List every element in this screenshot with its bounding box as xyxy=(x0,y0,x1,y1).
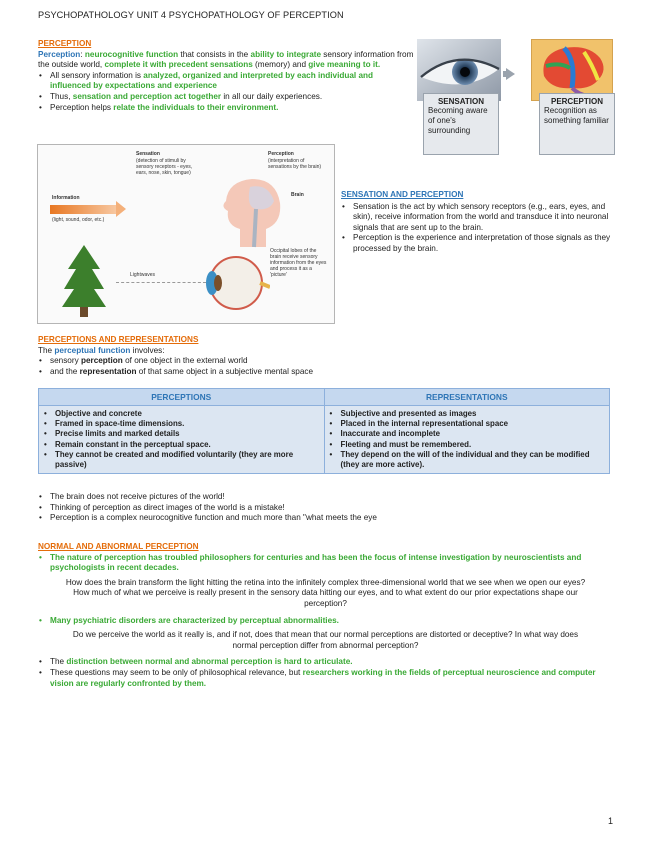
normal-abnormal-section xyxy=(38,542,613,689)
list-item: • The distinction between normal and abnormal perception is hard to articulate. xyxy=(38,657,613,668)
sensation-perception-heading: SENSATION AND PERCEPTION xyxy=(341,190,464,199)
perception-definition: Perception: neurocognitive function that consists in the ability to integrate sensory information from the outside world, complete it with precedent sensations (memory) and give meaning to it. xyxy=(38,49,414,70)
list-item: • Thus, sensation and perception act together in all our daily experiences. xyxy=(38,92,416,103)
sensation-perception-diagram xyxy=(37,144,335,324)
table-list-item: • Precise limits and marked details xyxy=(43,429,320,439)
sensation-title: SENSATION xyxy=(437,97,485,106)
eye-image xyxy=(417,39,501,101)
table-list-item: • They depend on the will of the individual and they can be modified (they are more active). xyxy=(329,450,606,470)
sensation-description: Becoming aware of one's surrounding xyxy=(428,106,488,135)
sensation-desc: (detection of stimuli by sensory receptors - eyes, ears, nose, skin, tongue) xyxy=(136,158,193,176)
question-1: How does the brain transform the light hitting the retina into the infinitely complex three-dimensional world that we see when we open our eyes? xyxy=(65,577,586,587)
perception-heading: PERCEPTION xyxy=(38,39,92,48)
sensation-perception-section xyxy=(341,190,623,255)
perceptions-representations-section xyxy=(38,335,618,377)
list-item: • Sensation is the act by which sensory receptors (e.g., ears, eyes, and skin), receive information from the world and transduce it into neuronal signals that are sent up to the brain. xyxy=(341,202,623,234)
brain-label: Brain xyxy=(291,192,304,198)
tree-illustration xyxy=(60,243,108,319)
list-item: • and the representation of that same object in a subjective mental space xyxy=(38,367,618,378)
table-list-item: • Inaccurate and incomplete xyxy=(329,429,606,439)
list-item: • The brain does not receive pictures of the world! xyxy=(38,492,618,503)
table-list-item: • Placed in the internal representational space xyxy=(329,419,606,429)
question-2: How much of what we perceive is really present in the sensory data hitting our eyes, and to what extent do our prior expectations shape our perception? xyxy=(73,588,578,608)
perception-box xyxy=(539,93,615,155)
list-item: • Perception helps relate the individuals to their environment. xyxy=(38,103,416,114)
representations-cell xyxy=(324,406,610,474)
perceptions-header: PERCEPTIONS xyxy=(39,389,325,406)
list-item: • The nature of perception has troubled philosophers for centuries and has been the focus of intense investigation by neuroscientists and psychologists in recent decades. xyxy=(38,553,613,574)
list-item: • Thinking of perception as direct images of the world is a mistake! xyxy=(38,503,618,514)
eye-brain-figure xyxy=(417,39,617,159)
eyeball-illustration xyxy=(198,253,270,313)
perception-desc: (interpretation of sensations by the brain) xyxy=(268,158,322,170)
sensation-box xyxy=(423,93,499,155)
perception-title: PERCEPTION xyxy=(550,97,603,106)
perception-bullets xyxy=(38,71,416,113)
information-sub: (light, sound, odor, etc.) xyxy=(52,217,105,223)
table-list-item: • They cannot be created and modified voluntarily (they are more passive) xyxy=(43,450,320,470)
brain-pictures-bullets xyxy=(38,492,618,524)
list-item: • sensory perception of one object in the external world xyxy=(38,356,618,367)
representations-header: REPRESENTATIONS xyxy=(324,389,610,406)
list-item: • Perception is a complex neurocognitive function and much more than "what meets the eye xyxy=(38,513,618,524)
perceptions-cell xyxy=(39,406,325,474)
sensation-label: Sensation xyxy=(136,151,160,157)
page-title: PSYCHOPATHOLOGY UNIT 4 PSYCHOPATHOLOGY OF PERCEPTION xyxy=(38,10,344,20)
table-list-item: • Fleeting and must be remembered. xyxy=(329,440,606,450)
lightwaves-label: Lightwaves xyxy=(130,272,156,278)
list-item: • These questions may seem to be only of philosophical relevance, but researchers working in the fields of perceptual neuroscience and computer vision are regularly confronted by them. xyxy=(38,668,613,689)
perception-section xyxy=(38,39,416,113)
normal-abnormal-heading: NORMAL AND ABNORMAL PERCEPTION xyxy=(38,542,199,551)
perceptions-representations-heading: PERCEPTIONS AND REPRESENTATIONS xyxy=(38,335,199,344)
information-label: Information xyxy=(52,195,80,201)
brain-image xyxy=(531,39,613,101)
table-list-item: • Framed in space-time dimensions. xyxy=(43,419,320,429)
list-item: • Perception is the experience and interpretation of those signals as they processed by the brain. xyxy=(341,233,623,254)
list-item: • All sensory information is analyzed, organized and interpreted by each individual and influenced by expectations and experience xyxy=(38,71,416,92)
list-item: • Many psychiatric disorders are characterized by perceptual abnormalities. xyxy=(38,616,613,627)
information-arrow xyxy=(50,205,116,214)
table-list-item: • Remain constant in the perceptual space. xyxy=(43,440,320,450)
page-number: 1 xyxy=(608,816,614,826)
question-3: Do we perceive the world as it really is, and if not, does that mean that our normal perceptions are distorted or deceptive? In what way does normal perception differ from abnormal perception? xyxy=(72,630,579,650)
perception-label: Perception xyxy=(268,151,294,157)
table-list-item: • Objective and concrete xyxy=(43,409,320,419)
perceptual-function-intro: The perceptual function involves: xyxy=(38,345,165,355)
head-illustration xyxy=(210,173,290,249)
occipital-text: Occipital lobes of the brain receive sensory information from the eyes and process it as a 'picture' xyxy=(270,248,327,278)
perceptions-representations-table xyxy=(38,388,610,474)
table-list-item: • Subjective and presented as images xyxy=(329,409,606,419)
perception-description: Recognition as something familiar xyxy=(544,106,609,125)
